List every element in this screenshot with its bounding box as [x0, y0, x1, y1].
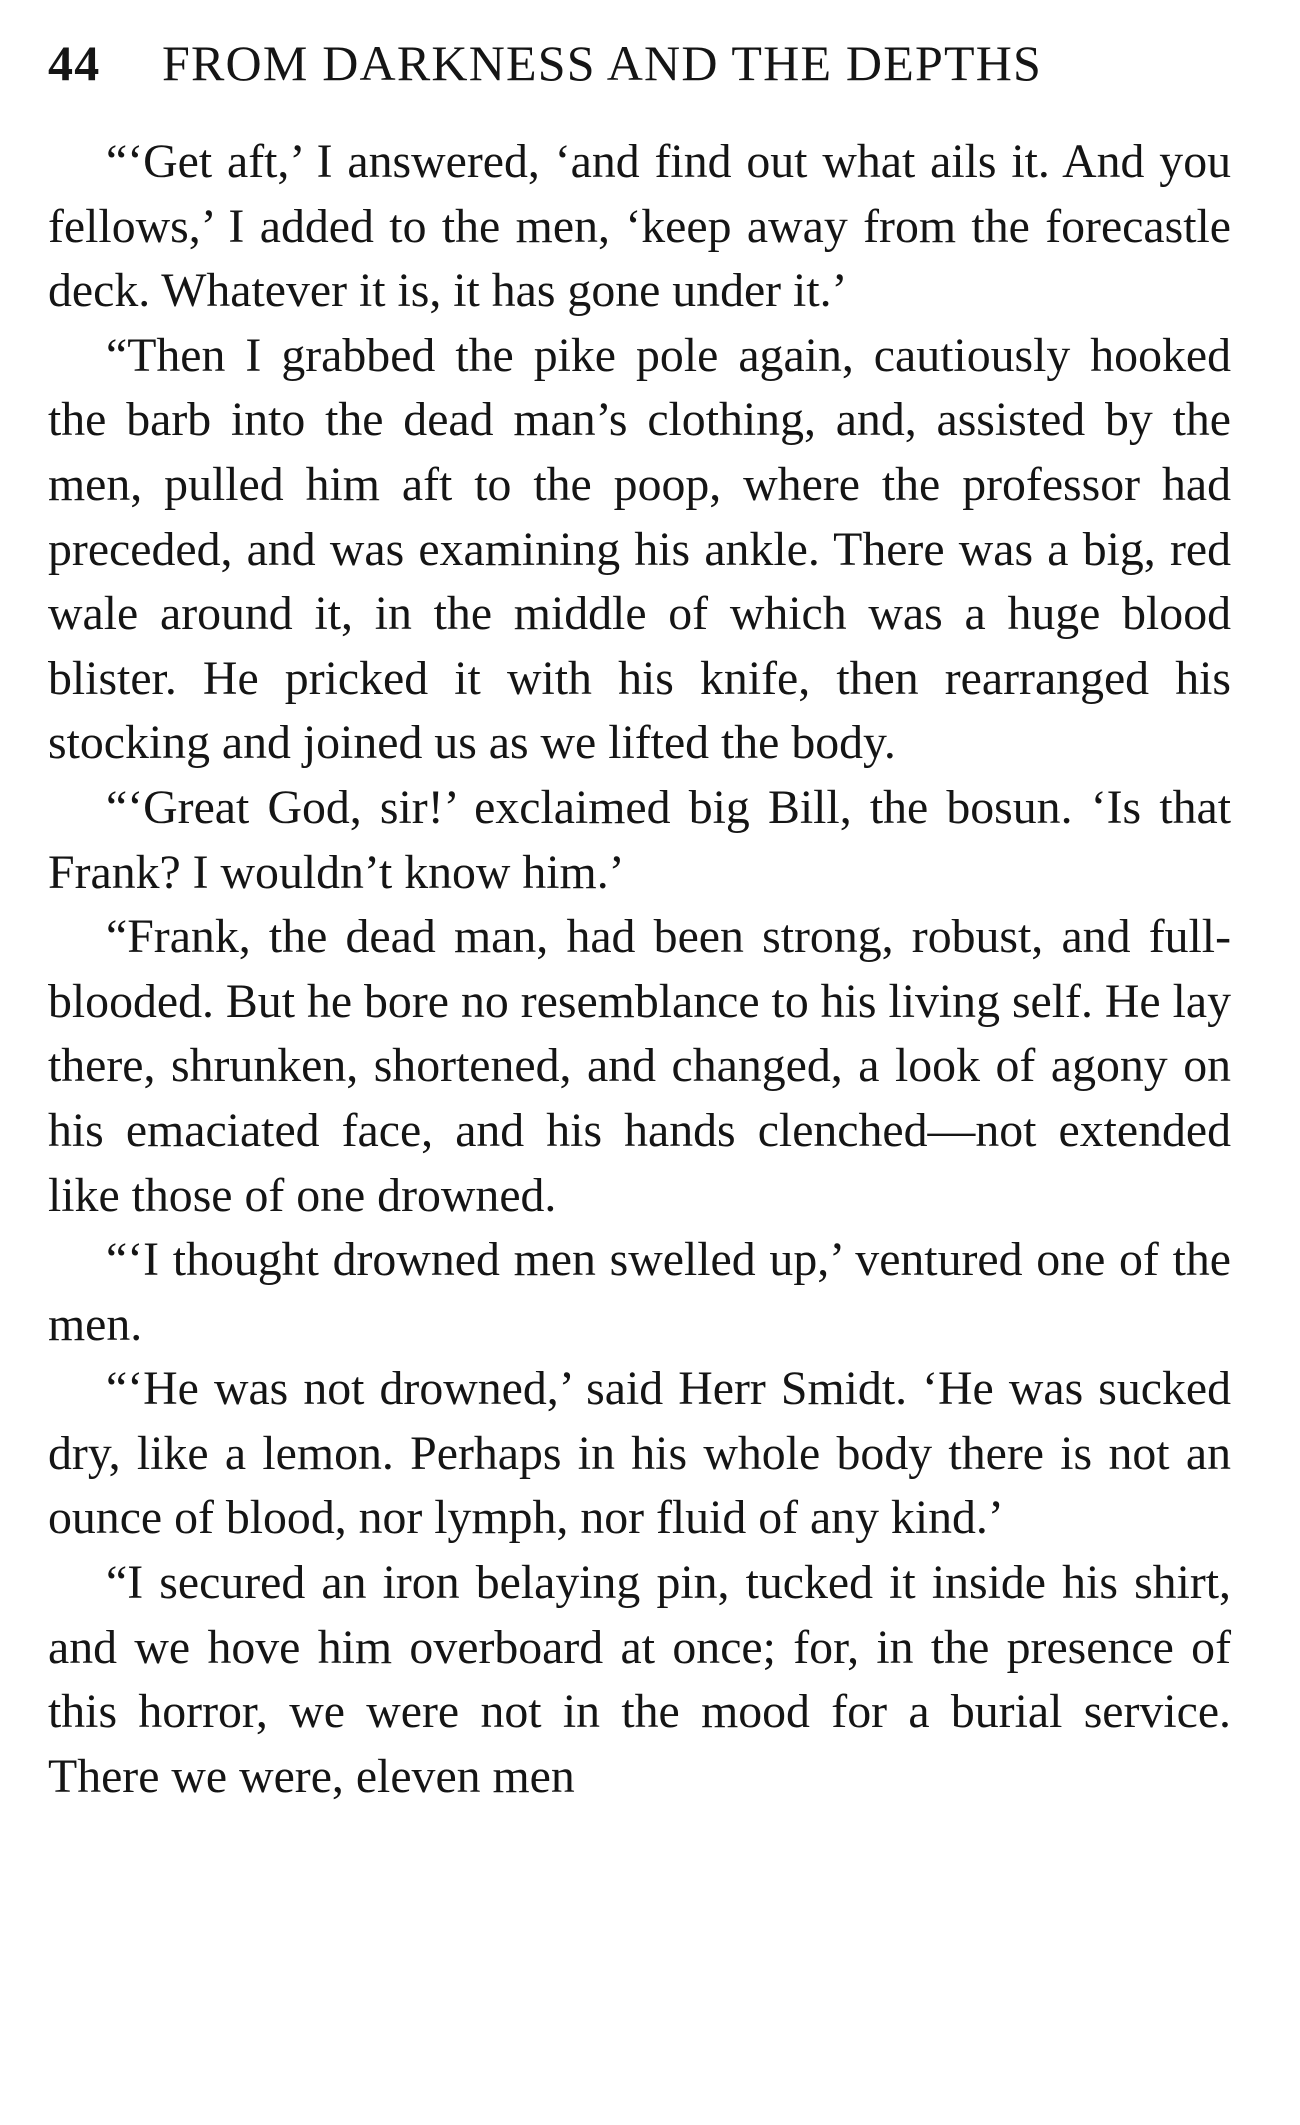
page-number: 44	[48, 35, 101, 91]
paragraph-get-aft: “‘Get aft,’ I answered, ‘and find out what ails it. And you fellows,’ I added to the men, ‘keep away from the forecastle deck. Whatever it is, it has gone under it.’	[48, 135, 1231, 318]
book-page	[48, 34, 1231, 1809]
running-head	[48, 34, 1231, 106]
paragraph-belaying-pin: “I secured an iron belaying pin, tucked it inside his shirt, and we hove him overboard at once; for, in the presence of this horror, we were not in the mood for a burial service. There we were, eleven men	[48, 1556, 1231, 1803]
paragraph-great-god: “‘Great God, sir!’ exclaimed big Bill, the bosun. ‘Is that Frank? I wouldn’t know him.’	[48, 780, 1231, 899]
paragraph-pike-pole: “Then I grabbed the pike pole again, cautiously hooked the barb into the dead man’s clothing, and, assisted by the men, pulled him aft to the poop, where the professor had preceded, and was examining his ankle. There was a big, red wale around it, in the middle of which was a huge blood blister. He pricked it with his knife, then rearranged his stocking and joined us as we lifted the body.	[48, 328, 1231, 770]
page-text	[48, 130, 1231, 1809]
paragraph-frank-description: “Frank, the dead man, had been strong, robust, and full-blooded. But he bore no resemblance to his living self. He lay there, shrunken, shortened, and changed, a look of agony on his emaciated face, and his hands clenched—not extended like those of one drowned.	[48, 910, 1231, 1222]
paragraph-herr-smidt: “‘He was not drowned,’ said Herr Smidt. ‘He was sucked dry, like a lemon. Perhaps in his whole body there is not an ounce of blood, nor lymph, nor fluid of any kind.’	[48, 1362, 1231, 1545]
book-title: FROM DARKNESS AND THE DEPTHS	[162, 35, 1043, 91]
paragraph-drowned-men: “‘I thought drowned men swelled up,’ ventured one of the men.	[48, 1233, 1231, 1351]
